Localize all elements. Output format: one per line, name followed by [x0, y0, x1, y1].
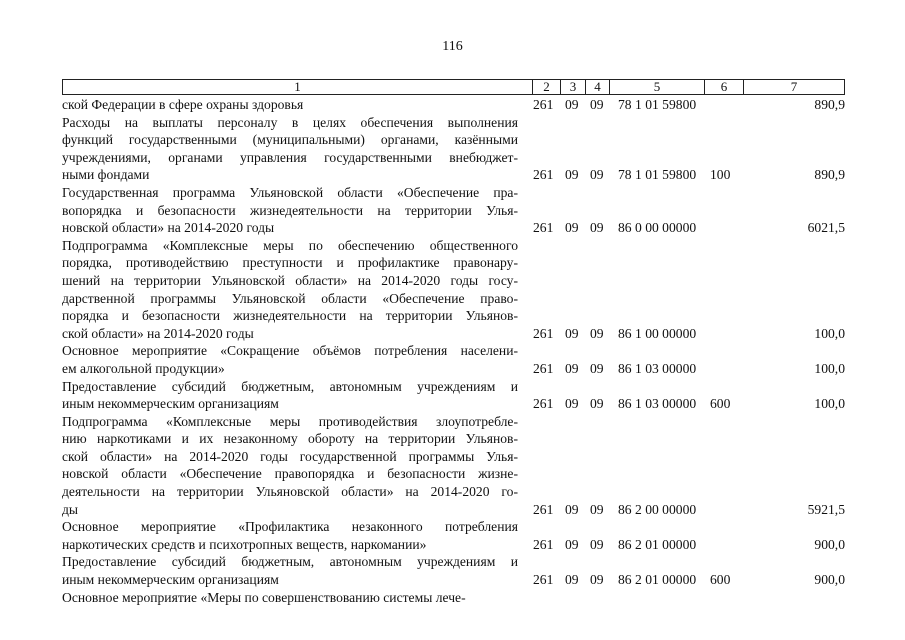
row-description	[62, 413, 518, 519]
col-target-article: 86 2 00 00000	[618, 501, 697, 517]
description-line: шений на территории Ульяновской области» на 2014-2020 годы госу-	[62, 272, 518, 288]
col-admin-code: 261	[533, 220, 554, 236]
col-amount: 100,0	[814, 396, 845, 412]
description-line: Государственная программа Ульяновской области «Обеспечение пра-	[62, 184, 518, 200]
row-description	[62, 589, 518, 607]
description-line: наркотических средств и психотропных веществ, наркомании»	[62, 536, 427, 552]
description-line: иным некоммерческим организациям	[62, 396, 279, 412]
description-line: ем алкогольной продукции»	[62, 360, 225, 376]
col-expense-type: 600	[710, 396, 731, 412]
col-subsection: 09	[590, 220, 604, 236]
description-line: функций государственными (муниципальными) органами, казёнными	[62, 132, 518, 148]
header-col-2: 2	[533, 80, 561, 94]
col-target-article: 86 0 00 00000	[618, 220, 697, 236]
header-col-3: 3	[561, 80, 586, 94]
header-col-7: 7	[790, 79, 798, 94]
col-admin-code: 261	[533, 360, 554, 376]
col-subsection: 09	[590, 501, 604, 517]
header-col-1: 1	[63, 80, 533, 94]
col-target-article: 86 1 03 00000	[618, 360, 697, 376]
col-target-article: 86 2 01 00000	[618, 572, 697, 588]
description-line: ской области» на 2014-2020 годы	[62, 325, 254, 341]
col-subsection: 09	[590, 167, 604, 183]
description-line: Подпрограмма «Комплексные меры по обеспечению общественного	[62, 237, 518, 253]
description-line: ской области» на 2014-2020 годы государственной программы Улья-	[62, 448, 518, 464]
col-section: 09	[565, 167, 579, 183]
row-description	[62, 342, 518, 377]
description-line: ской Федерации в сфере охраны здоровья	[62, 97, 304, 112]
table-row	[62, 184, 845, 237]
row-description	[62, 378, 518, 413]
row-description	[62, 114, 518, 184]
description-line: порядка, противодействию преступности и профилактике правонару-	[62, 255, 518, 271]
description-line: порядка и безопасности жизнедеятельности на территории Ульянов-	[62, 308, 518, 324]
description-line: ды	[62, 501, 79, 517]
col-amount: 100,0	[814, 325, 845, 341]
description-line: иным некоммерческим организациям	[62, 572, 279, 588]
col-expense-type: 100	[710, 167, 731, 183]
table-row	[62, 413, 845, 519]
col-section: 09	[565, 501, 579, 517]
table-header	[62, 79, 845, 95]
col-amount: 5921,5	[807, 501, 845, 517]
row-description	[62, 518, 518, 553]
col-amount: 890,9	[814, 97, 845, 112]
header-col-5: 5	[610, 80, 705, 94]
col-admin-code: 261	[533, 396, 554, 412]
col-admin-code: 261	[533, 167, 554, 183]
col-admin-code: 261	[533, 97, 554, 112]
col-admin-code: 261	[533, 501, 554, 517]
col-target-article: 78 1 01 59800	[618, 97, 697, 112]
col-amount: 6021,5	[807, 220, 845, 236]
row-description	[62, 96, 518, 114]
table-row	[62, 96, 845, 114]
description-line: ными фондами	[62, 167, 150, 183]
col-amount: 100,0	[814, 360, 845, 376]
col-admin-code: 261	[533, 536, 554, 552]
description-line: деятельности на территории Ульяновской области» на 2014-2020 го-	[62, 484, 518, 500]
col-section: 09	[565, 97, 579, 112]
col-section: 09	[565, 396, 579, 412]
table-row	[62, 114, 845, 184]
col-subsection: 09	[590, 97, 604, 112]
col-subsection: 09	[590, 572, 604, 588]
table-row	[62, 518, 845, 553]
table-body	[62, 96, 845, 606]
description-line: Предоставление субсидий бюджетным, автономным учреждениям и	[62, 378, 518, 394]
col-subsection: 09	[590, 396, 604, 412]
table-row	[62, 553, 845, 588]
description-line: новской области» на 2014-2020 годы	[62, 220, 275, 236]
col-subsection: 09	[590, 360, 604, 376]
table-row	[62, 237, 845, 343]
header-col-6: 6	[705, 80, 744, 94]
description-line: Расходы на выплаты персоналу в целях обеспечения выполнения	[62, 114, 518, 130]
table-row	[62, 342, 845, 377]
header-col-4: 4	[586, 80, 610, 94]
row-description	[62, 553, 518, 588]
table-row	[62, 378, 845, 413]
col-subsection: 09	[590, 325, 604, 341]
col-section: 09	[565, 220, 579, 236]
description-line: новской области «Обеспечение правопорядка и безопасности жизне-	[62, 466, 518, 482]
row-description	[62, 237, 518, 343]
col-admin-code: 261	[533, 572, 554, 588]
col-section: 09	[565, 325, 579, 341]
col-admin-code: 261	[533, 325, 554, 341]
col-target-article: 86 1 03 00000	[618, 396, 697, 412]
col-amount: 890,9	[814, 167, 845, 183]
description-line: дарственной программы Ульяновской области «Обеспечение право-	[62, 290, 518, 306]
col-subsection: 09	[590, 536, 604, 552]
description-line: вопорядка и безопасности жизнедеятельности на территории Улья-	[62, 202, 518, 218]
page-number: 116	[442, 39, 463, 54]
row-description	[62, 184, 518, 237]
table-row	[62, 589, 845, 607]
col-section: 09	[565, 536, 579, 552]
description-line: нию наркотиками и их незаконному обороту на территории Ульянов-	[62, 431, 518, 447]
col-section: 09	[565, 360, 579, 376]
description-line: учреждениями, органами управления государственными внебюджет-	[62, 149, 518, 165]
description-line: Основное мероприятие «Меры по совершенствованию системы лече-	[62, 589, 466, 605]
col-amount: 900,0	[814, 536, 845, 552]
col-amount: 900,0	[814, 572, 845, 588]
col-expense-type: 600	[710, 572, 731, 588]
description-line: Подпрограмма «Комплексные меры противодействия злоупотребле-	[62, 413, 518, 429]
description-line: Предоставление субсидий бюджетным, автономным учреждениям и	[62, 554, 518, 570]
col-target-article: 86 2 01 00000	[618, 536, 697, 552]
description-line: Основное мероприятие «Сокращение объёмов потребления населени-	[62, 343, 518, 359]
col-target-article: 86 1 00 00000	[618, 325, 697, 341]
col-target-article: 78 1 01 59800	[618, 167, 697, 183]
col-section: 09	[565, 572, 579, 588]
description-line: Основное мероприятие «Профилактика незаконного потребления	[62, 519, 518, 535]
